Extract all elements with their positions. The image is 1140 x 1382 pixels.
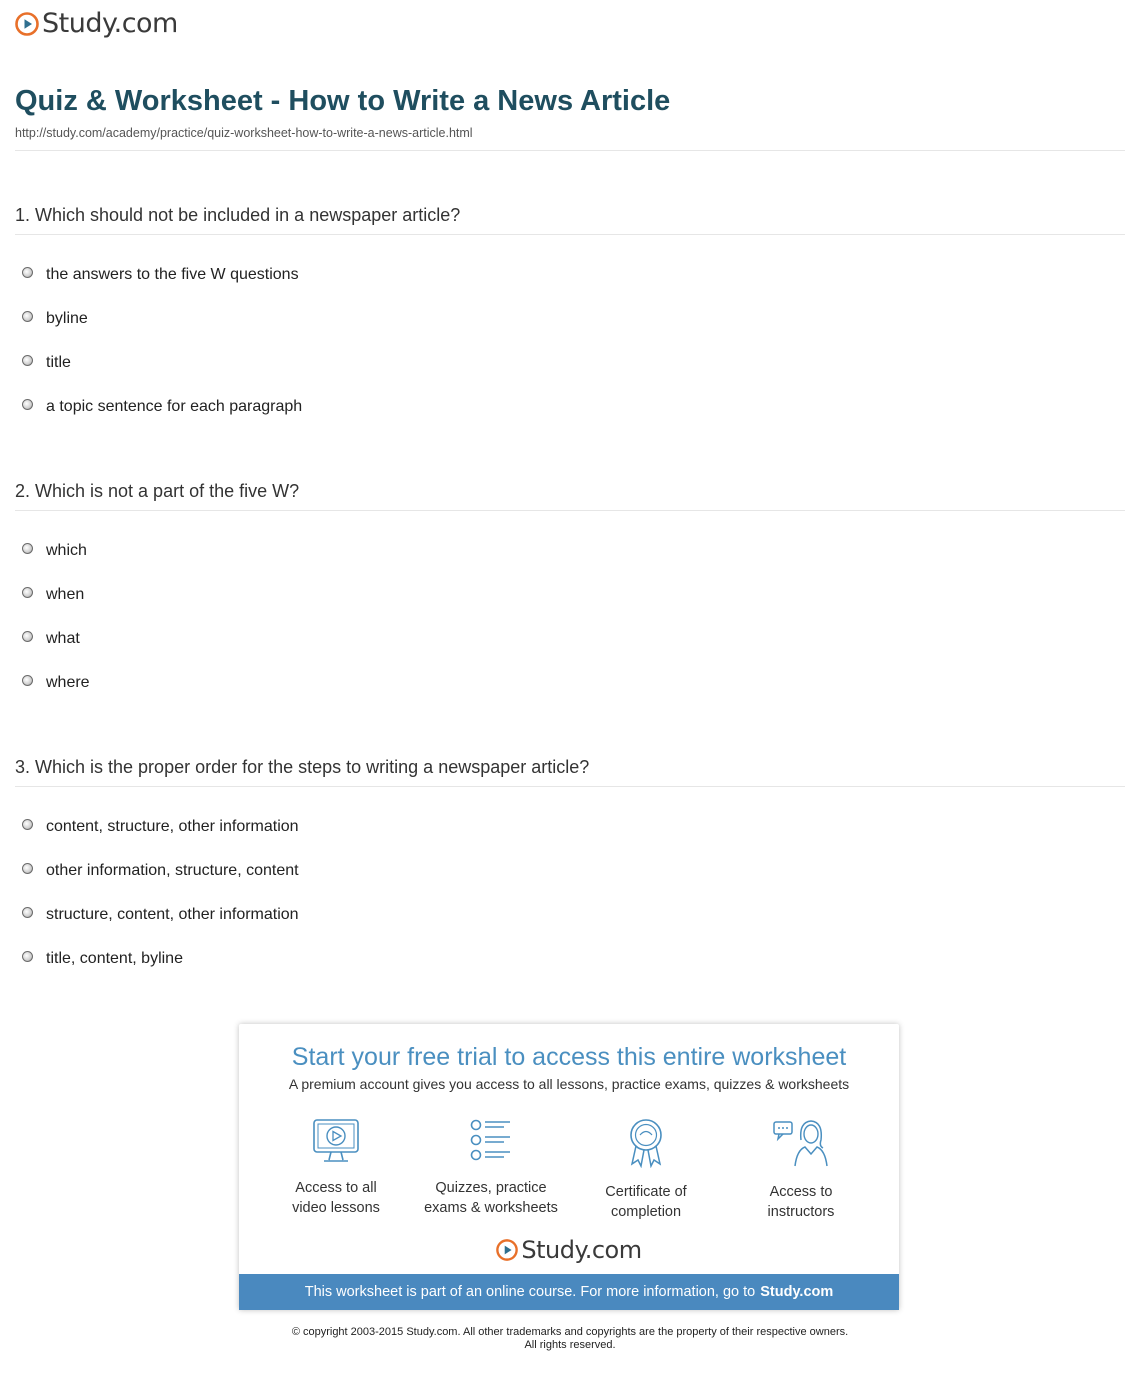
option-label: a topic sentence for each paragraph: [46, 398, 303, 415]
question-3-divider: [15, 786, 1125, 787]
page-url: http://study.com/academy/practice/quiz-worksheet-how-to-write-a-news-article.html: [15, 126, 473, 140]
radio-button[interactable]: [22, 907, 33, 918]
radio-button[interactable]: [22, 675, 33, 686]
radio-button[interactable]: [22, 631, 33, 642]
feature-label-line2: video lessons: [292, 1200, 380, 1216]
play-logo-icon: [15, 12, 39, 36]
promo-study-logo[interactable]: [239, 1236, 899, 1264]
option-label: where: [46, 674, 90, 691]
promo-title[interactable]: Start your free trial to access this entire worksheet: [291, 1043, 847, 1071]
option-label: byline: [46, 310, 88, 327]
feature-label-line1: Access to: [769, 1184, 833, 1200]
feature-video-lessons: [256, 1118, 416, 1218]
video-lessons-icon: [311, 1118, 361, 1164]
option-label: other information, structure, content: [46, 862, 299, 879]
option-label: when: [46, 586, 85, 603]
feature-quizzes: [411, 1118, 571, 1218]
option[interactable]: [22, 584, 84, 606]
radio-button[interactable]: [22, 951, 33, 962]
logo-wordmark: Study.com: [42, 8, 178, 39]
radio-button[interactable]: [22, 399, 33, 410]
quiz-list-icon: [466, 1118, 516, 1164]
banner-link[interactable]: Study.com: [760, 1284, 834, 1300]
question-2-divider: [15, 510, 1125, 511]
question-3: 3. Which is the proper order for the steps to writing a newspaper article?: [15, 757, 590, 777]
feature-instructors: [721, 1118, 881, 1222]
feature-label-line1: Quizzes, practice: [435, 1180, 547, 1196]
option[interactable]: [22, 396, 302, 418]
option[interactable]: [22, 816, 299, 838]
radio-button[interactable]: [22, 267, 33, 278]
instructor-icon: [771, 1118, 831, 1168]
option[interactable]: [22, 672, 90, 694]
course-info-banner: [239, 1274, 899, 1310]
radio-button[interactable]: [22, 543, 33, 554]
question-1: 1. Which should not be included in a newspaper article?: [15, 205, 461, 225]
radio-button[interactable]: [22, 863, 33, 874]
question-1-divider: [15, 234, 1125, 235]
certificate-icon: [621, 1118, 671, 1168]
feature-label-line2: instructors: [767, 1204, 835, 1220]
option-label: the answers to the five W questions: [46, 266, 299, 283]
header-divider: [15, 150, 1125, 151]
feature-label-line2: exams & worksheets: [424, 1200, 558, 1216]
study-logo[interactable]: [15, 8, 178, 40]
banner-text: This worksheet is part of an online course. For more information, go to: [304, 1284, 756, 1300]
option[interactable]: [22, 540, 87, 562]
copyright-line2: All rights reserved.: [524, 1339, 616, 1351]
option[interactable]: [22, 904, 299, 926]
option[interactable]: [22, 860, 299, 882]
feature-certificate: [566, 1118, 726, 1222]
option-label: content, structure, other information: [46, 818, 299, 835]
option-label: title, content, byline: [46, 950, 183, 967]
option-label: title: [46, 354, 71, 371]
radio-button[interactable]: [22, 587, 33, 598]
radio-button[interactable]: [22, 311, 33, 322]
question-2: 2. Which is not a part of the five W?: [15, 481, 300, 501]
option[interactable]: [22, 628, 80, 650]
feature-label-line1: Access to all: [295, 1180, 377, 1196]
option[interactable]: [22, 308, 88, 330]
page-title: Quiz & Worksheet - How to Write a News Article: [15, 85, 671, 117]
copyright-line1: © copyright 2003-2015 Study.com. All other trademarks and copyrights are the property of their respective owners.: [291, 1326, 849, 1338]
copyright-footer: [0, 1326, 1140, 1352]
play-logo-icon: [496, 1239, 518, 1261]
option-label: which: [46, 542, 87, 559]
feature-label-line1: Certificate of: [605, 1184, 687, 1200]
option[interactable]: [22, 264, 299, 286]
option[interactable]: [22, 352, 71, 374]
feature-label-line2: completion: [610, 1204, 682, 1220]
radio-button[interactable]: [22, 819, 33, 830]
free-trial-promo: [239, 1024, 899, 1310]
logo-wordmark: Study.com: [521, 1236, 642, 1264]
promo-subtitle: A premium account gives you access to all lessons, practice exams, quizzes & worksheets: [288, 1076, 850, 1092]
option-label: structure, content, other information: [46, 906, 299, 923]
option[interactable]: [22, 948, 183, 970]
option-label: what: [46, 630, 80, 647]
radio-button[interactable]: [22, 355, 33, 366]
